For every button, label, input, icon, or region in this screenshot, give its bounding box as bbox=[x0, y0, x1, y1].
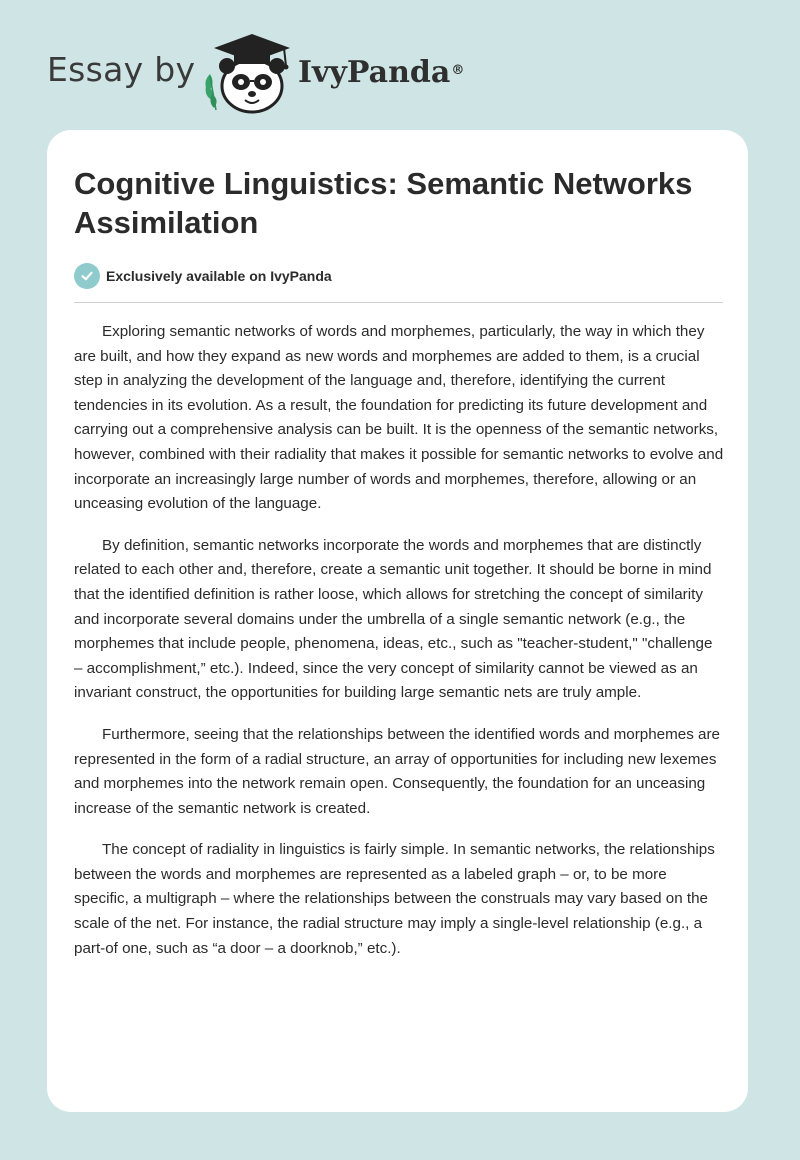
badge-label: Exclusively available on IvyPanda bbox=[106, 268, 332, 284]
exclusive-badge bbox=[74, 263, 332, 289]
paragraph: Exploring semantic networks of words and morphemes, particularly, the way in which they are built, and how they expand as new words and morphemes are added to them, is a crucial step in analyzing the development of the language and, therefore, identifying the current tendencies in its evolution. As a result, the foundation for predicting its future development and carrying out a comprehensive analysis can be built. It is the openness of the semantic networks, however, combined with their radiality that makes it possible for semantic networks to evolve and incorporate an increasingly large number of words and morphemes, therefore, allowing or an unceasing evolution of the language. bbox=[74, 323, 724, 513]
site-header bbox=[0, 0, 800, 130]
paragraph: Furthermore, seeing that the relationships between the identified words and morphemes are represented in the form of a radial structure, an array of opportunities for including new lexemes and morphemes into the network remain open. Consequently, the foundation for an unceasing increase of the semantic network is created. bbox=[74, 725, 720, 817]
essay-by-label: Essay by bbox=[47, 50, 196, 89]
essay-card bbox=[47, 130, 748, 1112]
essay-title: Cognitive Linguistics: Semantic Networks Assimilation bbox=[74, 166, 693, 240]
essay-body bbox=[74, 320, 724, 978]
paragraph: The concept of radiality in linguistics is fairly simple. In semantic networks, the relationships between the words and morphemes are represented as a labeled graph – or, to be more specific, a multigraph – where the relationships between the construals may vary based on the scale of the net. For instance, the radial structure may imply a single-level relationship (e.g., a part-of one, such as “a door – a doorknob,” etc.). bbox=[74, 841, 715, 957]
divider bbox=[74, 302, 723, 303]
paragraph: By definition, semantic networks incorporate the words and morphemes that are distinctly related to each other and, therefore, create a semantic unit together. It should be borne in mind that the identified definition is rather loose, which allows for stretching the concept of similarity and incorporate several domains under the umbrella of a single semantic network (e.g., the morphemes that include people, phenomena, ideas, etc., such as "teacher-student," "challenge – accomplishment,” etc.). Indeed, since the very concept of similarity cannot be viewed as an invariant construct, the opportunities for building large semantic nets are truly ample. bbox=[74, 536, 713, 702]
check-circle-icon bbox=[74, 263, 100, 289]
panda-graduate-logo-icon[interactable] bbox=[200, 30, 292, 114]
brand-name[interactable]: IvyPanda® bbox=[298, 55, 465, 90]
